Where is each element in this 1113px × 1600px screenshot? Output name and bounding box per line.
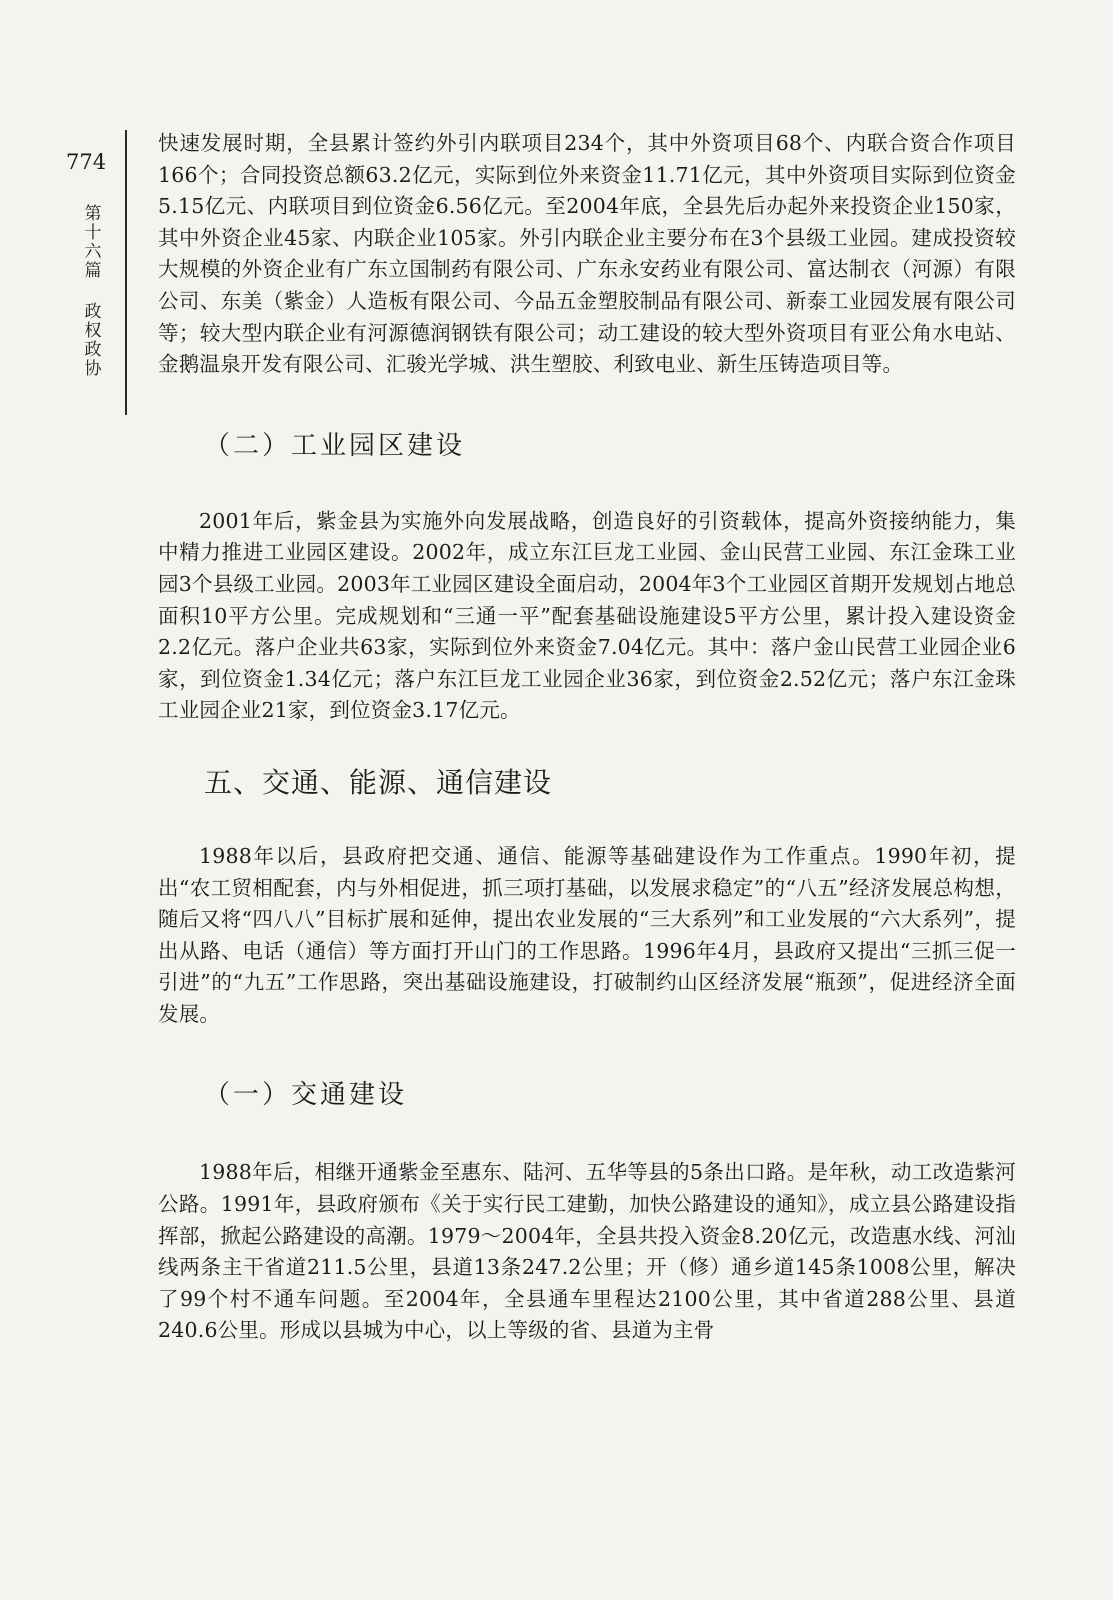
paragraph-traffic-construction: 1988年后，相继开通紫金至惠东、陆河、五华等县的5条出口路。是年秋，动工改造紫河公路。1991年，县政府颁布《关于实行民工建勤，加快公路建设的通知》，成立县公路建设指挥部，掀起公路建设的高潮。1979～2004年，全县共投入资金8.20亿元，改造惠水线、河汕线两条主干省道211.5公里，县道13条247.2公里；开（修）通乡道145条1008公里，解决了99个村不通车问题。至2004年，全县通车里程达2100公里，其中省道288公里、县道240.6公里。形成以县城为中心，以上等级的省、县道为主骨 — [158, 1160, 1016, 1343]
side-label-part: 第十六篇 — [84, 204, 102, 281]
paragraph-infrastructure-overview: 1988年以后，县政府把交通、通信、能源等基础建设作为工作重点。1990年初，提出“农工贸相配套，内与外相促进，抓三项打基础，以发展求稳定”的“八五”经济发展总构想，随后又将“四八八”目标扩展和延伸，提出农业发展的“三大系列”和工业发展的“六大系列”，提出从路、电话（通信）等方面打开山门的工作思路。1996年4月，县政府又提出“三抓三促一引进”的“九五”工作思路，突出基础设施建设，打破制约山区经济发展“瓶颈”，促进经济全面发展。 — [158, 843, 1016, 1026]
page-number: 774 — [66, 150, 107, 174]
side-label-topic: 政权 政协 — [84, 302, 102, 379]
page-content — [158, 128, 1016, 1347]
heading-industrial-parks: （二）工业园区建设 — [204, 430, 466, 461]
heading-traffic-construction: （一）交通建设 — [204, 1080, 408, 1111]
paragraph-foreign-investment: 快速发展时期，全县累计签约外引内联项目234个，其中外资项目68个、内联合资合作项目166个；合同投资总额63.2亿元，实际到位外来资金11.71亿元，其中外资项目实际到位资金5.15亿元、内联项目到位资金6.56亿元。至2004年底，全县先后办起外来投资企业150家，其中外资企业45家、内联企业105家。外引内联企业主要分布在3个县级工业园。建成投资较大规模的外资企业有广东立国制药有限公司、广东永安药业有限公司、富达制衣（河源）有限公司、东美（紫金）人造板有限公司、今品五金塑胶制品有限公司、新泰工业园发展有限公司等；较大型内联企业有河源德润钢铁有限公司；动工建设的较大型外资项目有亚公角水电站、金鹅温泉开发有限公司、汇骏光学城、洪生塑胶、利致电业、新生压铸造项目等。 — [158, 131, 1016, 377]
margin-rule — [125, 130, 127, 415]
paragraph-industrial-parks: 2001年后，紫金县为实施外向发展战略，创造良好的引资载体，提高外资接纳能力，集中精力推进工业园区建设。2002年，成立东江巨龙工业园、金山民营工业园、东江金珠工业园3个县级工业园。2003年工业园区建设全面启动，2004年3个工业园区首期开发规划占地总面积10平方公里。完成规划和“三通一平”配套基础设施建设5平方公里，累计投入建设资金2.2亿元。落户企业共63家，实际到位外来资金7.04亿元。其中：落户金山民营工业园企业6家，到位资金1.34亿元；落户东江巨龙工业园企业36家，到位资金2.52亿元；落户东江金珠工业园企业21家，到位资金3.17亿元。 — [158, 508, 1016, 723]
heading-section-transport-energy-telecom: 五、交通、能源、通信建设 — [204, 765, 553, 799]
